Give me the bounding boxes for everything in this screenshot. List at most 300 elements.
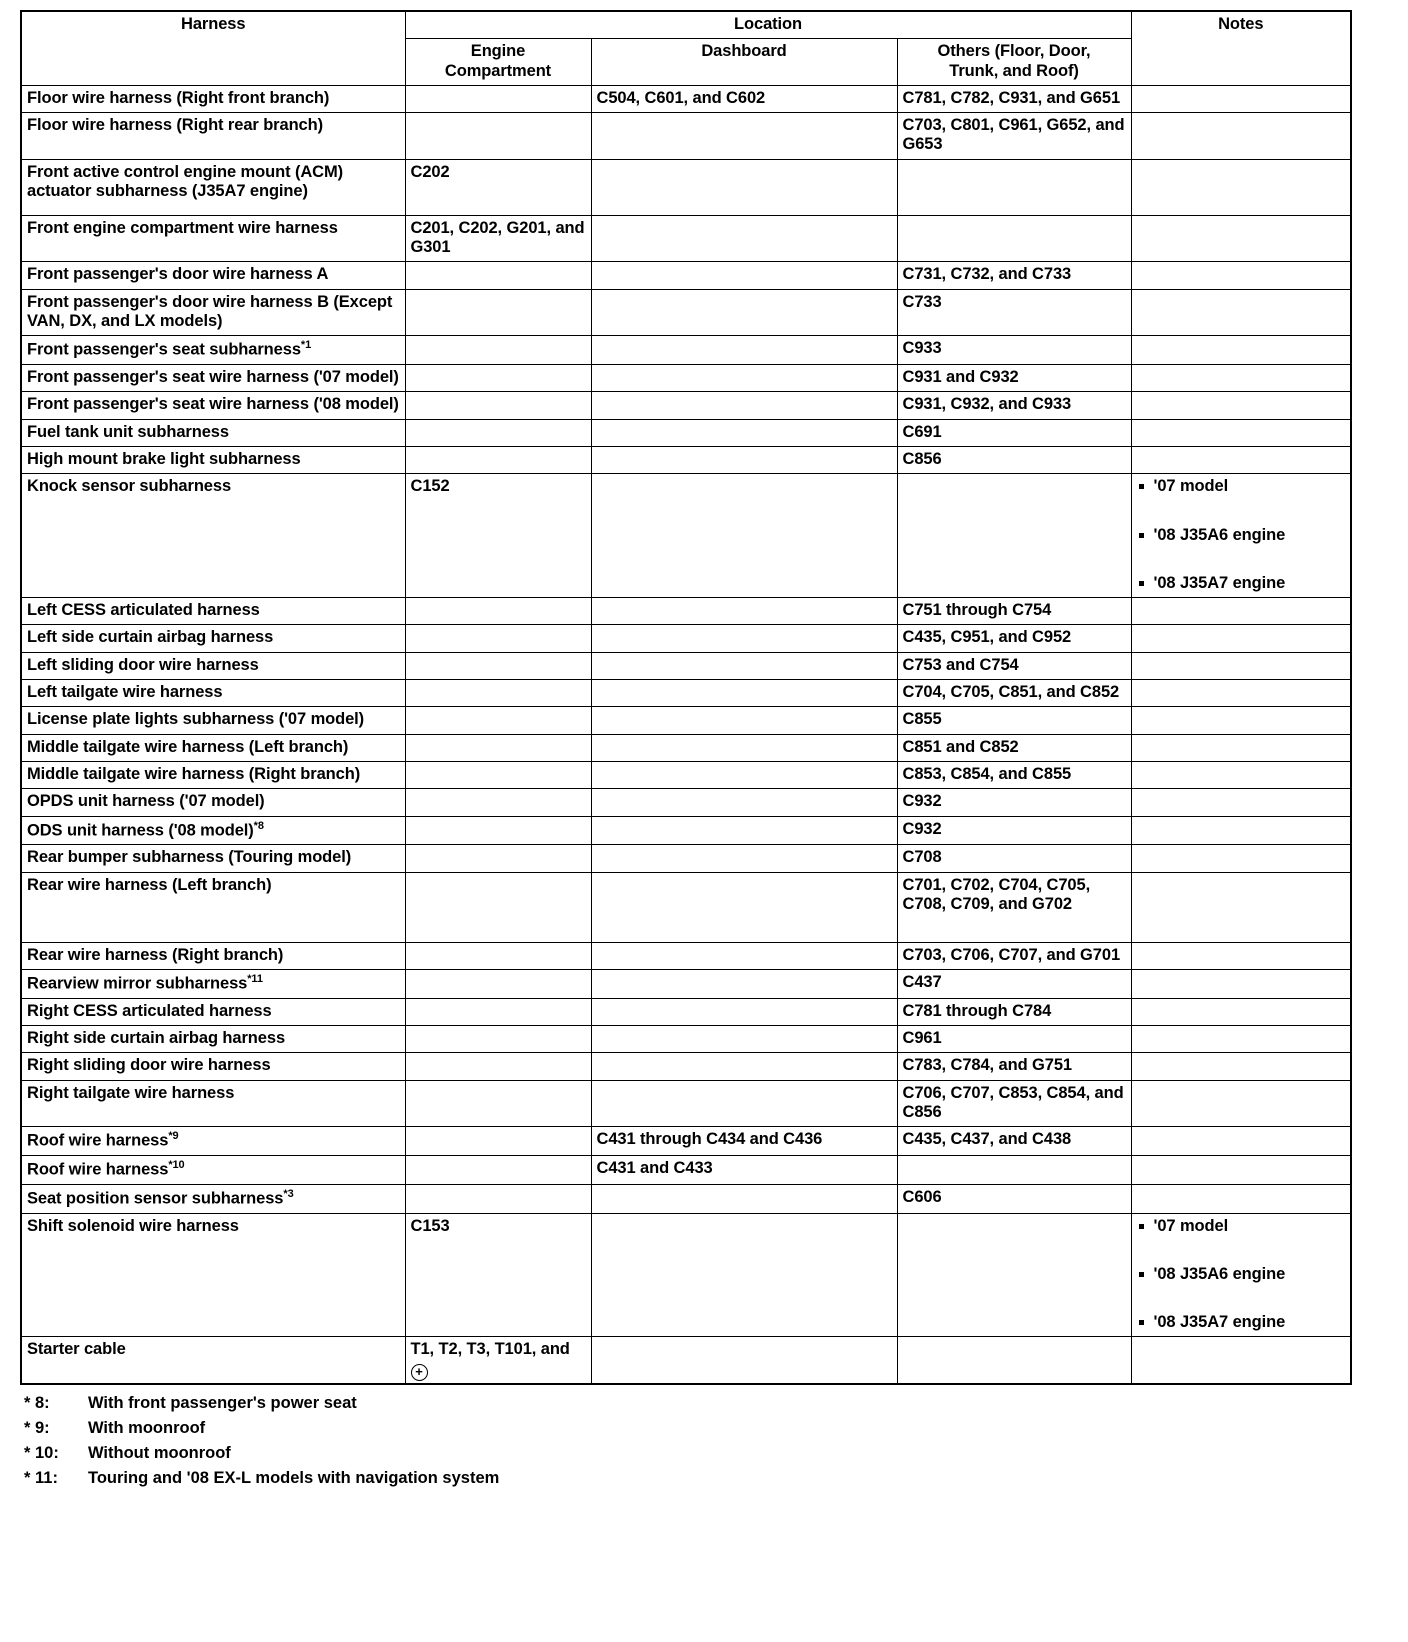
harness-name-cell [21, 159, 405, 215]
engine-compartment-cell [405, 1213, 591, 1337]
others-cell [897, 1155, 1131, 1184]
others-cell [897, 215, 1131, 262]
table-row [21, 474, 1351, 598]
table-row [21, 1026, 1351, 1053]
harness-name-text: High mount brake light subharness [27, 449, 301, 468]
notes-cell [1131, 392, 1351, 419]
notes-cell [1131, 625, 1351, 652]
others-text: C437 [902, 972, 942, 991]
harness-name-cell [21, 680, 405, 707]
notes-cell [1131, 1026, 1351, 1053]
notes-cell [1131, 419, 1351, 446]
table-row [21, 734, 1351, 761]
others-text: C691 [902, 422, 942, 441]
harness-name-text: Left sliding door wire harness [27, 655, 259, 674]
others-text: C701, C702, C704, C705, C708, C709, and G702 [902, 875, 1091, 913]
harness-name-text: Right tailgate wire harness [27, 1083, 235, 1102]
notes-cell [1131, 1053, 1351, 1080]
engine-compartment-cell [405, 474, 591, 598]
table-row [21, 1213, 1351, 1337]
harness-name-cell [21, 969, 405, 998]
harness-footnote-marker: *8 [253, 819, 264, 832]
harness-name-text: Floor wire harness (Right front branch) [27, 88, 330, 107]
harness-name-text: Floor wire harness (Right rear branch) [27, 116, 324, 135]
others-cell [897, 598, 1131, 625]
footnote-mark: * 10: [24, 1444, 59, 1463]
dashboard-cell [591, 707, 897, 734]
dashboard-cell [591, 942, 897, 969]
harness-name-cell [21, 1184, 405, 1213]
engine-compartment-cell [405, 625, 591, 652]
dashboard-text: C504, C601, and C602 [596, 88, 766, 107]
notes-cell [1131, 1155, 1351, 1184]
engine-compartment-cell [405, 392, 591, 419]
harness-name-text: Left side curtain airbag harness [27, 628, 274, 647]
harness-name-text: Right sliding door wire harness [27, 1056, 271, 1075]
harness-footnote-marker: *9 [168, 1130, 179, 1143]
engine-header-line1: Engine [470, 42, 526, 61]
others-cell [897, 969, 1131, 998]
table-row [21, 1053, 1351, 1080]
notes-cell [1131, 1080, 1351, 1127]
others-text: C704, C705, C851, and C852 [902, 683, 1120, 702]
engine-compartment-cell [405, 789, 591, 816]
table-row [21, 680, 1351, 707]
others-cell [897, 113, 1131, 160]
notes-cell [1131, 113, 1351, 160]
engine-header-line2: Compartment [444, 61, 552, 80]
engine-compartment-cell [405, 872, 591, 942]
engine-compartment-cell [405, 942, 591, 969]
footnote-row [24, 1417, 1398, 1439]
others-cell [897, 336, 1131, 365]
dashboard-cell [591, 1127, 897, 1156]
dashboard-cell [591, 969, 897, 998]
footnote-mark: * 11: [24, 1469, 58, 1488]
engine-compartment-cell [405, 1080, 591, 1127]
notes-cell [1131, 289, 1351, 336]
dashboard-cell [591, 474, 897, 598]
table-row [21, 872, 1351, 942]
harness-footnote-marker: *1 [300, 339, 312, 352]
harness-name-cell [21, 365, 405, 392]
notes-cell [1131, 1337, 1351, 1384]
others-cell [897, 1213, 1131, 1337]
engine-compartment-cell [405, 652, 591, 679]
others-text: C932 [902, 819, 942, 838]
harness-name-cell [21, 707, 405, 734]
notes-cell [1131, 85, 1351, 112]
table-row [21, 159, 1351, 215]
others-cell [897, 734, 1131, 761]
engine-compartment-cell [405, 707, 591, 734]
table-row [21, 652, 1351, 679]
others-text: C961 [902, 1029, 942, 1047]
harness-name-cell [21, 336, 405, 365]
harness-name-text: Front engine compartment wire harness [27, 218, 338, 237]
others-text: C851 and C852 [902, 737, 1019, 756]
dashboard-cell [591, 625, 897, 652]
notes-cell [1131, 336, 1351, 365]
others-text: C932 [902, 792, 942, 811]
others-text: C751 through C754 [902, 601, 1052, 620]
harness-name-cell [21, 1053, 405, 1080]
others-cell [897, 1053, 1131, 1080]
dashboard-cell [591, 215, 897, 262]
harness-name-cell [21, 474, 405, 598]
engine-compartment-cell [405, 969, 591, 998]
others-text: C708 [902, 848, 942, 867]
harness-name-text: Front passenger's seat subharness [27, 340, 301, 359]
dashboard-cell [591, 1080, 897, 1127]
notes-cell [1131, 845, 1351, 872]
footnote-row [24, 1442, 1398, 1464]
dashboard-cell [591, 365, 897, 392]
notes-cell [1131, 872, 1351, 942]
harness-name-text: License plate lights subharness ('07 model) [27, 710, 365, 729]
harness-name-cell [21, 262, 405, 289]
engine-compartment-cell [405, 336, 591, 365]
notes-list [1137, 1217, 1346, 1333]
harness-footnote-marker: *3 [283, 1187, 294, 1200]
others-text: C706, C707, C853, C854, and C856 [902, 1083, 1124, 1121]
harness-name-cell [21, 761, 405, 788]
others-cell [897, 159, 1131, 215]
table-header-row-1 [21, 11, 1351, 39]
harness-name-text: Left CESS articulated harness [27, 601, 260, 620]
harness-name-text: OPDS unit harness ('07 model) [27, 792, 265, 811]
table-row [21, 845, 1351, 872]
others-text: C753 and C754 [902, 655, 1019, 674]
table-row [21, 998, 1351, 1025]
note-item: '08 J35A6 engine [1137, 526, 1346, 545]
harness-name-cell [21, 392, 405, 419]
engine-compartment-cell [405, 215, 591, 262]
column-header-dashboard: Dashboard [591, 39, 897, 86]
table-row [21, 707, 1351, 734]
harness-name-cell [21, 998, 405, 1025]
others-cell [897, 474, 1131, 598]
dashboard-cell [591, 446, 897, 473]
harness-name-text: Front active control engine mount (ACM) actuator subharness (J35A7 engine) [27, 162, 344, 201]
table-row [21, 85, 1351, 112]
engine-compartment-cell [405, 598, 591, 625]
harness-name-text: Front passenger's seat wire harness ('08 model) [27, 395, 399, 414]
table-row [21, 365, 1351, 392]
harness-name-cell [21, 289, 405, 336]
dashboard-cell [591, 816, 897, 845]
dashboard-cell [591, 998, 897, 1025]
others-cell [897, 1337, 1131, 1384]
engine-compartment-cell [405, 761, 591, 788]
notes-cell [1131, 942, 1351, 969]
note-item: '07 model [1137, 1217, 1346, 1236]
note-item: '08 J35A7 engine [1137, 574, 1346, 593]
harness-footnote-marker: *11 [247, 972, 263, 985]
harness-name-text: Front passenger's door wire harness A [27, 265, 329, 284]
dashboard-cell [591, 1337, 897, 1384]
dashboard-cell [591, 598, 897, 625]
engine-compartment-cell [405, 1127, 591, 1156]
notes-cell [1131, 474, 1351, 598]
others-text: C606 [902, 1187, 942, 1206]
table-row [21, 1337, 1351, 1384]
footnote-text: With front passenger's power seat [88, 1394, 357, 1413]
dashboard-cell [591, 652, 897, 679]
table-row [21, 1155, 1351, 1184]
dashboard-text: C431 through C434 and C436 [596, 1130, 823, 1149]
others-cell [897, 1080, 1131, 1127]
harness-name-cell [21, 1213, 405, 1337]
harness-name-cell [21, 215, 405, 262]
others-cell [897, 262, 1131, 289]
dashboard-cell [591, 872, 897, 942]
harness-name-cell [21, 652, 405, 679]
table-row [21, 789, 1351, 816]
harness-name-text: Rear wire harness (Left branch) [27, 875, 272, 894]
harness-name-cell [21, 872, 405, 942]
harness-name-text: Middle tailgate wire harness (Right branch) [27, 764, 361, 783]
others-text: C931 and C932 [902, 368, 1019, 387]
dashboard-cell [591, 113, 897, 160]
dashboard-cell [591, 1155, 897, 1184]
table-row [21, 419, 1351, 446]
harness-name-text: Middle tailgate wire harness (Left branch) [27, 737, 349, 756]
others-text: C781 through C784 [902, 1001, 1052, 1020]
harness-name-cell [21, 1155, 405, 1184]
dashboard-cell [591, 336, 897, 365]
harness-name-text: Front passenger's door wire harness B (Except VAN, DX, and LX models) [27, 292, 393, 330]
others-cell [897, 789, 1131, 816]
others-cell [897, 816, 1131, 845]
footnote-row [24, 1392, 1398, 1414]
dashboard-cell [591, 419, 897, 446]
notes-cell [1131, 707, 1351, 734]
table-body [21, 85, 1351, 1384]
note-item: '07 model [1137, 477, 1346, 496]
notes-cell [1131, 1213, 1351, 1337]
footnote-text: Touring and '08 EX-L models with navigation system [88, 1469, 500, 1488]
notes-cell [1131, 680, 1351, 707]
others-cell [897, 707, 1131, 734]
table-header [21, 11, 1351, 85]
harness-name-cell [21, 446, 405, 473]
harness-name-cell [21, 816, 405, 845]
notes-cell [1131, 159, 1351, 215]
footnotes-block [24, 1392, 1398, 1489]
engine-compartment-text: T1, T2, T3, T101, and [410, 1340, 570, 1359]
harness-name-text: Front passenger's seat wire harness ('07 model) [27, 368, 399, 387]
others-cell [897, 872, 1131, 942]
dashboard-text: C431 and C433 [596, 1158, 713, 1177]
notes-cell [1131, 262, 1351, 289]
others-text: C703, C706, C707, and G701 [902, 945, 1121, 964]
harness-name-text: Starter cable [27, 1340, 126, 1359]
footnote-row [24, 1467, 1398, 1489]
engine-compartment-text: C202 [410, 162, 450, 181]
others-text: C853, C854, and C855 [902, 764, 1072, 783]
others-cell [897, 446, 1131, 473]
others-cell [897, 365, 1131, 392]
table-row [21, 446, 1351, 473]
dashboard-cell [591, 392, 897, 419]
others-cell [897, 652, 1131, 679]
others-cell [897, 1127, 1131, 1156]
engine-compartment-cell [405, 113, 591, 160]
dashboard-cell [591, 1053, 897, 1080]
dashboard-cell [591, 1213, 897, 1337]
notes-list [1137, 477, 1346, 593]
table-row [21, 392, 1351, 419]
others-cell [897, 761, 1131, 788]
others-cell [897, 1184, 1131, 1213]
others-text: C931, C932, and C933 [902, 395, 1072, 414]
harness-name-text: Right side curtain airbag harness [27, 1029, 286, 1047]
dashboard-cell [591, 1184, 897, 1213]
others-cell [897, 680, 1131, 707]
harness-name-cell [21, 942, 405, 969]
engine-compartment-cell [405, 1184, 591, 1213]
harness-name-text: Roof wire harness [27, 1160, 169, 1179]
table-row [21, 113, 1351, 160]
notes-cell [1131, 365, 1351, 392]
harness-name-text: Shift solenoid wire harness [27, 1216, 239, 1235]
engine-compartment-cell [405, 1155, 591, 1184]
harness-name-text: Seat position sensor subharness [27, 1189, 284, 1208]
others-cell [897, 1026, 1131, 1053]
harness-name-cell [21, 1127, 405, 1156]
others-cell [897, 419, 1131, 446]
footnote-text: With moonroof [88, 1419, 206, 1438]
table-row [21, 289, 1351, 336]
footnote-text: Without moonroof [88, 1444, 231, 1463]
column-header-harness: Harness [21, 11, 405, 85]
others-cell [897, 625, 1131, 652]
others-cell [897, 85, 1131, 112]
dashboard-cell [591, 159, 897, 215]
dashboard-cell [591, 734, 897, 761]
dashboard-cell [591, 789, 897, 816]
notes-cell [1131, 446, 1351, 473]
engine-compartment-cell [405, 998, 591, 1025]
notes-cell [1131, 215, 1351, 262]
footnote-mark: * 9: [24, 1419, 50, 1438]
footnote-mark: * 8: [24, 1394, 50, 1413]
engine-compartment-text: C152 [410, 477, 450, 496]
harness-name-text: Rear wire harness (Right branch) [27, 945, 284, 964]
notes-cell [1131, 789, 1351, 816]
note-item: '08 J35A6 engine [1137, 1265, 1346, 1284]
others-cell [897, 942, 1131, 969]
harness-name-cell [21, 1337, 405, 1384]
others-text: C733 [902, 292, 942, 311]
others-cell [897, 845, 1131, 872]
engine-compartment-cell [405, 262, 591, 289]
engine-compartment-cell [405, 680, 591, 707]
others-text: C703, C801, C961, G652, and G653 [902, 116, 1125, 154]
table-row [21, 1080, 1351, 1127]
table-row [21, 336, 1351, 365]
column-header-location: Location [405, 11, 1131, 39]
harness-name-text: Knock sensor subharness [27, 477, 232, 496]
table-row [21, 215, 1351, 262]
harness-name-text: ODS unit harness ('08 model) [27, 821, 254, 840]
others-text: C435, C437, and C438 [902, 1130, 1072, 1149]
table-row [21, 1184, 1351, 1213]
harness-name-cell [21, 625, 405, 652]
engine-compartment-cell [405, 1053, 591, 1080]
harness-name-cell [21, 789, 405, 816]
table-row [21, 598, 1351, 625]
harness-name-cell [21, 845, 405, 872]
harness-name-cell [21, 598, 405, 625]
dashboard-cell [591, 289, 897, 336]
notes-cell [1131, 761, 1351, 788]
harness-name-text: Right CESS articulated harness [27, 1001, 272, 1020]
engine-compartment-text: C153 [410, 1216, 450, 1235]
others-text: C435, C951, and C952 [902, 628, 1072, 647]
table-row [21, 942, 1351, 969]
others-cell [897, 998, 1131, 1025]
column-header-engine-compartment [405, 39, 591, 86]
others-text: C933 [902, 339, 942, 358]
table-row [21, 969, 1351, 998]
harness-footnote-marker: *10 [168, 1158, 185, 1171]
harness-name-cell [21, 1080, 405, 1127]
table-row [21, 625, 1351, 652]
others-cell [897, 289, 1131, 336]
engine-compartment-cell [405, 85, 591, 112]
harness-name-cell [21, 113, 405, 160]
positive-terminal-icon: + [411, 1364, 428, 1381]
harness-location-table [20, 10, 1352, 1385]
engine-compartment-cell [405, 159, 591, 215]
dashboard-cell [591, 680, 897, 707]
harness-name-text: Left tailgate wire harness [27, 683, 223, 702]
others-header-line1: Others (Floor, Door, [937, 42, 1091, 61]
table-row [21, 1127, 1351, 1156]
engine-compartment-cell [405, 446, 591, 473]
column-header-others [897, 39, 1131, 86]
harness-name-cell [21, 419, 405, 446]
notes-cell [1131, 598, 1351, 625]
notes-cell [1131, 998, 1351, 1025]
others-text: C731, C732, and C733 [902, 265, 1072, 284]
others-cell [897, 392, 1131, 419]
engine-compartment-cell [405, 1337, 591, 1384]
dashboard-cell [591, 845, 897, 872]
table-row [21, 262, 1351, 289]
engine-compartment-cell [405, 816, 591, 845]
engine-compartment-cell [405, 845, 591, 872]
harness-name-cell [21, 85, 405, 112]
others-text: C856 [902, 449, 942, 468]
dashboard-cell [591, 85, 897, 112]
table-row [21, 761, 1351, 788]
others-text: C781, C782, C931, and G651 [902, 88, 1121, 107]
dashboard-cell [591, 262, 897, 289]
engine-compartment-cell [405, 1026, 591, 1053]
others-text: C855 [902, 710, 942, 729]
notes-cell [1131, 1184, 1351, 1213]
dashboard-cell [591, 761, 897, 788]
harness-name-text: Rearview mirror subharness [27, 974, 248, 993]
notes-cell [1131, 969, 1351, 998]
engine-compartment-cell [405, 734, 591, 761]
harness-name-text: Roof wire harness [27, 1131, 169, 1150]
notes-cell [1131, 816, 1351, 845]
harness-name-cell [21, 1026, 405, 1053]
